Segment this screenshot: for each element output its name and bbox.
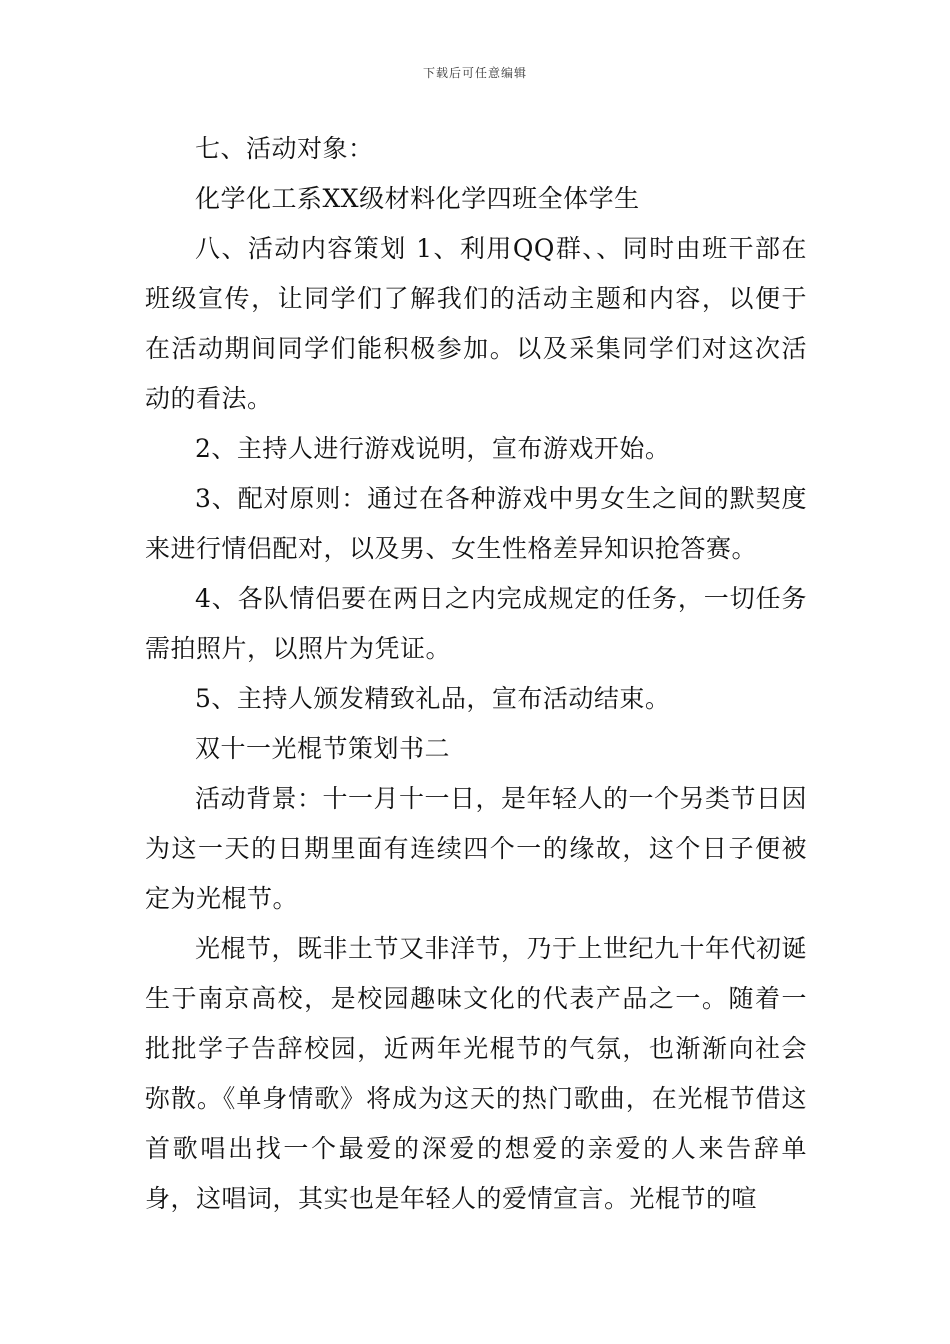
paragraph-singles-day-history: 光棍节，既非土节又非洋节，乃于上世纪九十年代初诞生于南京高校，是校园趣味文化的代表产品之一。随着一批批学子告辞校园，近两年光棍节的气氛，也渐渐向社会弥散。《单身情歌》将成为这天的热门歌曲，在光棍节借这首歌唱出找一个最爱的深爱的想爱的亲爱的人来告辞单身，这唱词，其实也是年轻人的爱情宣言。光棍节的喧 [145, 934, 808, 1213]
paragraph-step-4: 4、各队情侣要在两日之内完成规定的任务，一切任务需拍照片，以照片为凭证。 [145, 584, 807, 663]
paragraph-activity-target: 化学化工系XX级材料化学四班全体学生 [195, 184, 640, 213]
paragraph-activity-background: 活动背景：十一月十一日，是年轻人的一个另类节日因为这一天的日期里面有连续四个一的缘故，这个日子便被定为光棍节。 [145, 784, 808, 913]
paragraph-activity-content-plan: 八、活动内容策划 1、利用QQ群、、同时由班干部在班级宣传，让同学们了解我们的活动主题和内容，以便于在活动期间同学们能积极参加。以及采集同学们对这次活动的看法。 [145, 234, 807, 413]
paragraph-step-5: 5、主持人颁发精致礼品，宣布活动结束。 [195, 684, 671, 713]
paragraph-step-3: 3、配对原则：通过在各种游戏中男女生之间的默契度来进行情侣配对，以及男、女生性格差异知识抢答赛。 [145, 484, 807, 563]
paragraph-activity-target-heading: 七、活动对象： [195, 134, 374, 163]
page-header-note: 下载后可任意编辑 [422, 66, 527, 80]
paragraph-section-title: 双十一光棍节策划书二 [195, 734, 451, 763]
paragraph-step-2: 2、主持人进行游戏说明，宣布游戏开始。 [195, 434, 671, 463]
document-body [145, 124, 807, 1224]
